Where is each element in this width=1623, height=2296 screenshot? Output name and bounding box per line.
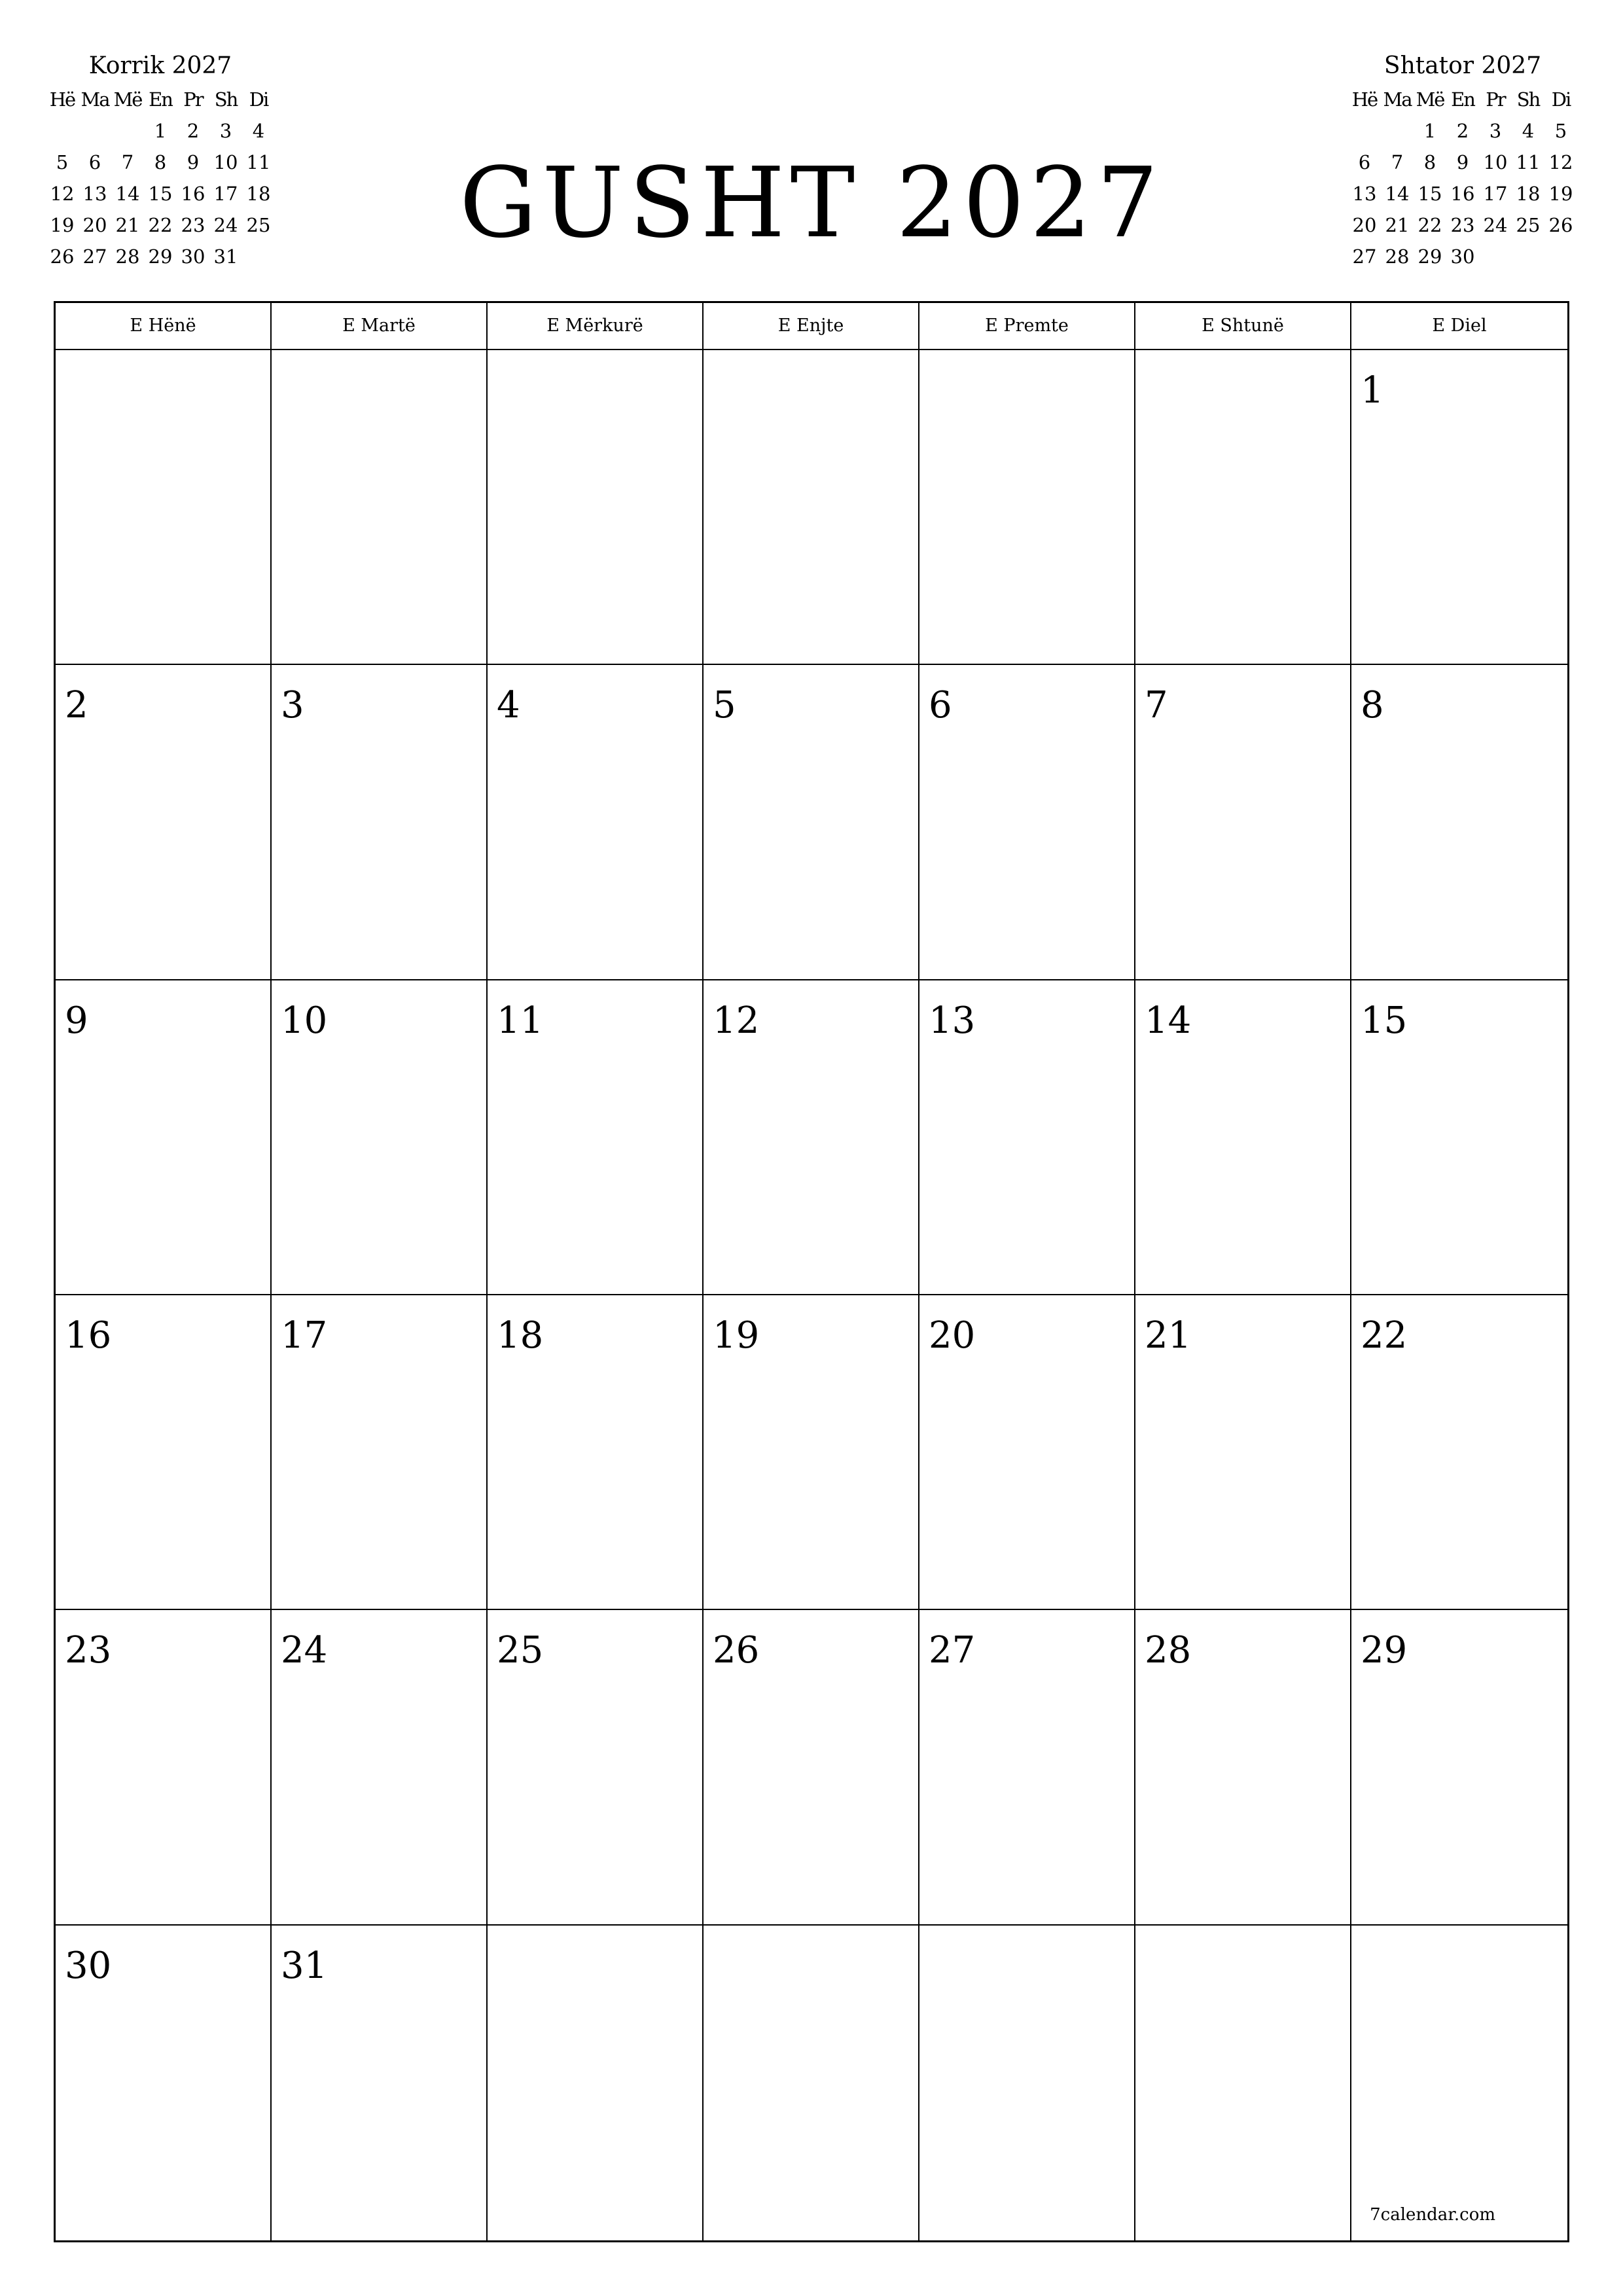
mini-day: 8 — [1423, 151, 1436, 173]
day-cell — [919, 665, 1135, 980]
mini-day: 16 — [181, 183, 205, 205]
day-cell — [1351, 980, 1567, 1295]
day-number: 16 — [65, 1314, 112, 1357]
mini-dow: Më — [1416, 88, 1444, 111]
mini-day: 2 — [1456, 120, 1469, 142]
day-number: 15 — [1361, 999, 1408, 1042]
day-cell — [272, 665, 488, 980]
mini-day: 25 — [1516, 214, 1541, 236]
mini-day: 20 — [82, 214, 107, 236]
day-number: 9 — [65, 999, 88, 1042]
mini-day: 15 — [1418, 183, 1442, 205]
mini-day: 24 — [1483, 214, 1508, 236]
mini-day: 13 — [82, 183, 107, 205]
day-cell — [1135, 1926, 1351, 2240]
day-cell — [919, 980, 1135, 1295]
day-cell — [272, 1610, 488, 1925]
mini-dow: Sh — [214, 88, 238, 111]
mini-dow: Sh — [1516, 88, 1540, 111]
weekday-header-friday: E Premte — [919, 303, 1135, 350]
page-title: GUSHT 2027 — [459, 147, 1164, 259]
mini-dow: Pr — [1486, 88, 1505, 111]
mini-day: 19 — [50, 214, 75, 236]
next-month-grid — [1348, 84, 1577, 272]
day-cell — [488, 350, 704, 665]
mini-day: 29 — [1418, 245, 1442, 268]
mini-day: 7 — [121, 151, 134, 173]
mini-dow: Më — [113, 88, 142, 111]
day-cell — [1351, 1295, 1567, 1610]
mini-day — [46, 115, 79, 147]
mini-day: 18 — [246, 183, 271, 205]
day-cell — [1135, 980, 1351, 1295]
month-grid — [54, 301, 1569, 2242]
mini-day: 20 — [1352, 214, 1377, 236]
mini-dow: En — [1451, 88, 1474, 111]
mini-day: 10 — [213, 151, 238, 173]
day-number: 29 — [1361, 1629, 1408, 1672]
day-cell — [919, 350, 1135, 665]
day-number: 1 — [1361, 369, 1384, 412]
mini-day: 21 — [1385, 214, 1410, 236]
mini-day: 19 — [1548, 183, 1573, 205]
day-cell — [1351, 1926, 1567, 2240]
day-cell — [1135, 1610, 1351, 1925]
mini-day: 8 — [154, 151, 167, 173]
mini-day: 3 — [219, 120, 232, 142]
day-number: 24 — [281, 1629, 328, 1672]
day-number: 10 — [281, 999, 328, 1042]
day-number: 18 — [497, 1314, 544, 1357]
mini-day: 27 — [1352, 245, 1377, 268]
mini-day: 27 — [82, 245, 107, 268]
day-cell — [704, 980, 919, 1295]
day-cell — [1135, 350, 1351, 665]
mini-day: 6 — [88, 151, 101, 173]
mini-day: 17 — [213, 183, 238, 205]
mini-day: 15 — [148, 183, 173, 205]
day-cell — [704, 1295, 919, 1610]
mini-dow: Ma — [80, 88, 109, 111]
weekday-header-tuesday: E Martë — [272, 303, 488, 350]
mini-day: 11 — [246, 151, 271, 173]
day-number: 21 — [1145, 1314, 1192, 1357]
mini-day: 5 — [1554, 120, 1567, 142]
day-number: 8 — [1361, 684, 1384, 727]
day-cell — [919, 1295, 1135, 1610]
mini-day: 26 — [1548, 214, 1573, 236]
day-cell — [704, 1610, 919, 1925]
mini-dow: En — [149, 88, 172, 111]
mini-day — [1512, 241, 1544, 272]
day-number: 22 — [1361, 1314, 1408, 1357]
mini-day: 10 — [1483, 151, 1508, 173]
day-cell — [704, 350, 919, 665]
weekday-header-thursday: E Enjte — [704, 303, 919, 350]
mini-day: 30 — [1450, 245, 1475, 268]
mini-day: 3 — [1489, 120, 1502, 142]
day-cell — [56, 980, 272, 1295]
mini-day: 26 — [50, 245, 75, 268]
weekday-header-monday: E Hënë — [56, 303, 272, 350]
prev-month-title: Korrik 2027 — [88, 52, 232, 79]
day-number: 25 — [497, 1629, 544, 1672]
mini-day: 29 — [148, 245, 173, 268]
mini-day: 2 — [187, 120, 200, 142]
day-number: 2 — [65, 684, 88, 727]
day-number: 12 — [713, 999, 760, 1042]
day-cell — [1351, 665, 1567, 980]
day-cell — [1135, 665, 1351, 980]
mini-day: 23 — [1450, 214, 1475, 236]
mini-day: 31 — [213, 245, 238, 268]
day-cell — [919, 1610, 1135, 1925]
day-cell — [488, 980, 704, 1295]
day-cell — [704, 1926, 919, 2240]
mini-day: 16 — [1450, 183, 1475, 205]
day-number: 26 — [713, 1629, 760, 1672]
mini-day — [1544, 241, 1577, 272]
day-number: 4 — [497, 684, 520, 727]
mini-day: 9 — [187, 151, 200, 173]
day-number: 13 — [929, 999, 976, 1042]
mini-day: 4 — [1522, 120, 1535, 142]
day-number: 5 — [713, 684, 736, 727]
day-number: 17 — [281, 1314, 328, 1357]
day-cell — [56, 1295, 272, 1610]
day-cell — [272, 1926, 488, 2240]
mini-day: 23 — [181, 214, 205, 236]
mini-dow: Hë — [49, 88, 75, 111]
mini-day: 21 — [115, 214, 140, 236]
mini-day: 17 — [1483, 183, 1508, 205]
mini-day: 4 — [252, 120, 265, 142]
mini-day: 14 — [115, 183, 140, 205]
day-number: 30 — [65, 1944, 112, 1987]
site-watermark: 7calendar.com — [1370, 2205, 1495, 2225]
day-cell — [488, 665, 704, 980]
mini-day — [111, 115, 144, 147]
mini-dow: Hë — [1351, 88, 1378, 111]
mini-day: 18 — [1516, 183, 1541, 205]
day-number: 23 — [65, 1629, 112, 1672]
mini-day — [1348, 115, 1381, 147]
next-month-title: Shtator 2027 — [1383, 52, 1542, 79]
day-cell — [704, 665, 919, 980]
mini-day: 14 — [1385, 183, 1410, 205]
mini-day: 7 — [1391, 151, 1404, 173]
mini-day: 1 — [1423, 120, 1436, 142]
mini-day — [1479, 241, 1512, 272]
mini-day: 12 — [50, 183, 75, 205]
weekday-header-wednesday: E Mërkurë — [488, 303, 704, 350]
mini-day — [1381, 115, 1414, 147]
mini-day: 28 — [115, 245, 140, 268]
mini-day: 6 — [1358, 151, 1371, 173]
day-cell — [272, 980, 488, 1295]
mini-day: 22 — [1418, 214, 1442, 236]
day-cell — [488, 1610, 704, 1925]
mini-day: 24 — [213, 214, 238, 236]
weekday-header-sunday: E Diel — [1351, 303, 1567, 350]
day-number: 19 — [713, 1314, 760, 1357]
day-number: 20 — [929, 1314, 976, 1357]
mini-dow: Di — [1551, 88, 1571, 111]
mini-day: 1 — [154, 120, 167, 142]
mini-day: 28 — [1385, 245, 1410, 268]
mini-day: 13 — [1352, 183, 1377, 205]
day-cell — [56, 1926, 272, 2240]
mini-day: 5 — [56, 151, 69, 173]
day-cell — [1135, 1295, 1351, 1610]
mini-dow: Ma — [1383, 88, 1412, 111]
day-cell — [272, 350, 488, 665]
day-cell — [272, 1295, 488, 1610]
day-number: 6 — [929, 684, 952, 727]
day-number: 11 — [497, 999, 544, 1042]
mini-day: 25 — [246, 214, 271, 236]
day-cell — [488, 1295, 704, 1610]
day-cell — [56, 1610, 272, 1925]
mini-dow: Pr — [183, 88, 203, 111]
day-number: 3 — [281, 684, 304, 727]
day-number: 14 — [1145, 999, 1192, 1042]
day-cell — [488, 1926, 704, 2240]
next-month-mini-calendar — [1348, 51, 1577, 272]
mini-day: 30 — [181, 245, 205, 268]
mini-day: 12 — [1548, 151, 1573, 173]
day-cell — [1351, 350, 1567, 665]
day-number: 27 — [929, 1629, 976, 1672]
day-number: 31 — [281, 1944, 328, 1987]
day-cell — [56, 665, 272, 980]
day-cell — [919, 1926, 1135, 2240]
day-number: 7 — [1145, 684, 1168, 727]
day-cell — [1351, 1610, 1567, 1925]
mini-day: 9 — [1456, 151, 1469, 173]
mini-day — [79, 115, 111, 147]
mini-day: 22 — [148, 214, 173, 236]
mini-day: 11 — [1516, 151, 1541, 173]
mini-dow: Di — [249, 88, 268, 111]
day-number: 28 — [1145, 1629, 1192, 1672]
day-cell — [56, 350, 272, 665]
weekday-header-saturday: E Shtunë — [1135, 303, 1351, 350]
